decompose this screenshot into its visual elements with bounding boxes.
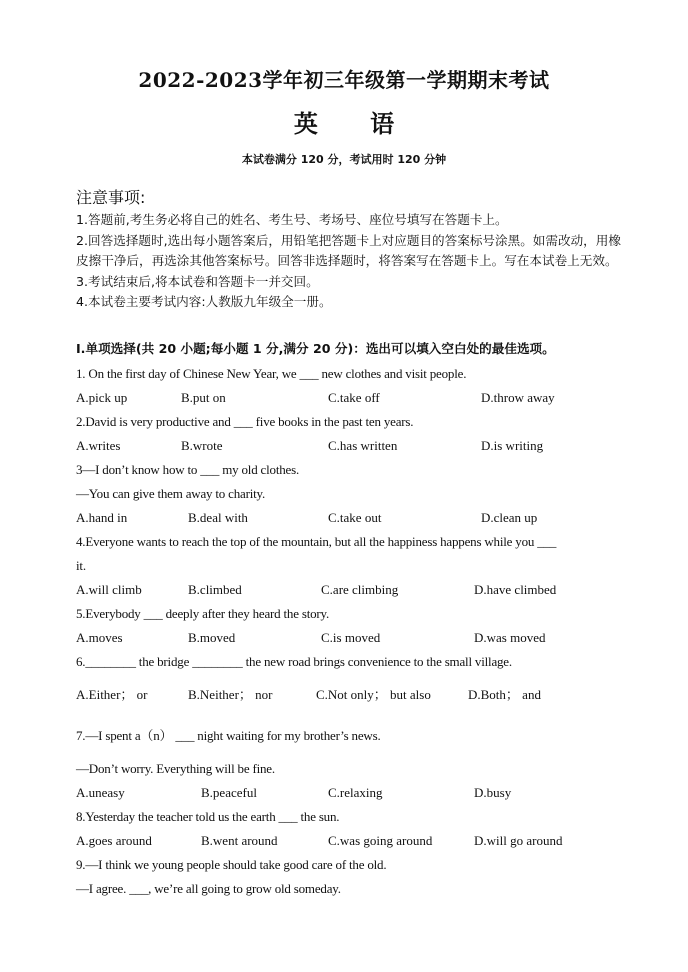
question-4-stem-cont: it. xyxy=(76,558,86,573)
notes-heading: 注意事项: xyxy=(76,188,146,207)
exam-title: 2022-2023学年初三年级第一学期期末考试 xyxy=(138,68,550,92)
question-3-option-b: B.deal with xyxy=(188,510,248,525)
note-item: 3.考试结束后,将本试卷和答题卡一并交回。 xyxy=(76,273,319,289)
question-3-response: —You can give them away to charity. xyxy=(76,486,266,501)
question-7-option-c: C.relaxing xyxy=(328,785,383,800)
section-heading: Ⅰ.单项选择(共 20 小题;每小题 1 分,满分 20 分)：选出可以填入空白处的最佳选项。 xyxy=(76,341,555,356)
question-3-option-d: D.clean up xyxy=(481,510,538,525)
question-3-stem: 3—I don’t know how to ___ my old clothes. xyxy=(76,462,300,477)
question-6-option-a: A.Either； or xyxy=(76,687,148,702)
note-item: 2.回答选择题时,选出每小题答案后，用铅笔把答题卡上对应题目的答案标号涂黑。如需改动，用橡皮擦干净后，再选涂其他答案标号。回答非选择题时，将答案写在答题卡上。写在本试卷上无效。 xyxy=(76,232,621,269)
question-1-stem: 1. On the first day of Chinese New Year, we ___ new clothes and visit people. xyxy=(76,366,467,381)
question-8-option-d: D.will go around xyxy=(474,833,563,848)
question-7-option-b: B.peaceful xyxy=(201,785,257,800)
question-7-option-a: A.uneasy xyxy=(76,785,125,800)
question-8-option-b: B.went around xyxy=(201,833,278,848)
question-4-option-d: D.have climbed xyxy=(474,582,557,597)
question-5-option-c: C.is moved xyxy=(321,630,381,645)
question-7-option-d: D.busy xyxy=(474,785,512,800)
question-3-option-c: C.take out xyxy=(328,510,382,525)
question-4-option-a: A.will climb xyxy=(76,582,142,597)
question-2-option-a: A.writes xyxy=(76,438,121,453)
question-6-option-c: C.Not only； but also xyxy=(316,687,431,702)
question-9-stem: 9.—I think we young people should take good care of the old. xyxy=(76,857,387,872)
question-2-stem: 2.David is very productive and ___ five books in the past ten years. xyxy=(76,414,414,429)
question-1-option-c: C.take off xyxy=(328,390,380,405)
question-9-response: —I agree. ___, we’re all going to grow old someday. xyxy=(76,881,341,896)
question-4-stem: 4.Everyone wants to reach the top of the mountain, but all the happiness happens while you ___ xyxy=(76,534,557,549)
question-6-stem: 6.________ the bridge ________ the new road brings convenience to the small village. xyxy=(76,654,512,669)
note-item: 4.本试卷主要考试内容:人教版九年级全一册。 xyxy=(76,294,332,310)
question-8-stem: 8.Yesterday the teacher told us the earth ___ the sun. xyxy=(76,809,340,824)
exam-subject: 英 语 xyxy=(293,109,395,138)
question-1-option-a: A.pick up xyxy=(76,390,128,405)
question-5-option-d: D.was moved xyxy=(474,630,546,645)
notes-list xyxy=(76,210,628,313)
question-5-stem: 5.Everybody ___ deeply after they heard the story. xyxy=(76,606,330,621)
question-6-option-d: D.Both； and xyxy=(468,687,541,702)
question-1-option-b: B.put on xyxy=(181,390,226,405)
question-6-option-b: B.Neither； nor xyxy=(188,687,273,702)
question-3-option-a: A.hand in xyxy=(76,510,128,525)
exam-score-time-note: 本试卷满分 120 分，考试用时 120 分钟 xyxy=(241,153,447,166)
note-item: 1.答题前,考生务必将自己的姓名、考生号、考场号、座位号填写在答题卡上。 xyxy=(76,212,508,227)
question-4-option-b: B.climbed xyxy=(188,582,242,597)
question-2-option-b: B.wrote xyxy=(181,438,223,453)
question-1-option-d: D.throw away xyxy=(481,390,555,405)
question-8-option-c: C.was going around xyxy=(328,833,433,848)
question-5-option-b: B.moved xyxy=(188,630,236,645)
question-2-option-c: C.has written xyxy=(328,438,398,453)
question-8-option-a: A.goes around xyxy=(76,833,152,848)
question-7-stem: 7.—I spent a（n） ___ night waiting for my brother’s news. xyxy=(76,728,381,743)
question-5-option-a: A.moves xyxy=(76,630,123,645)
question-2-option-d: D.is writing xyxy=(481,438,544,453)
question-4-option-c: C.are climbing xyxy=(321,582,399,597)
question-7-response: —Don’t worry. Everything will be fine. xyxy=(76,761,275,776)
